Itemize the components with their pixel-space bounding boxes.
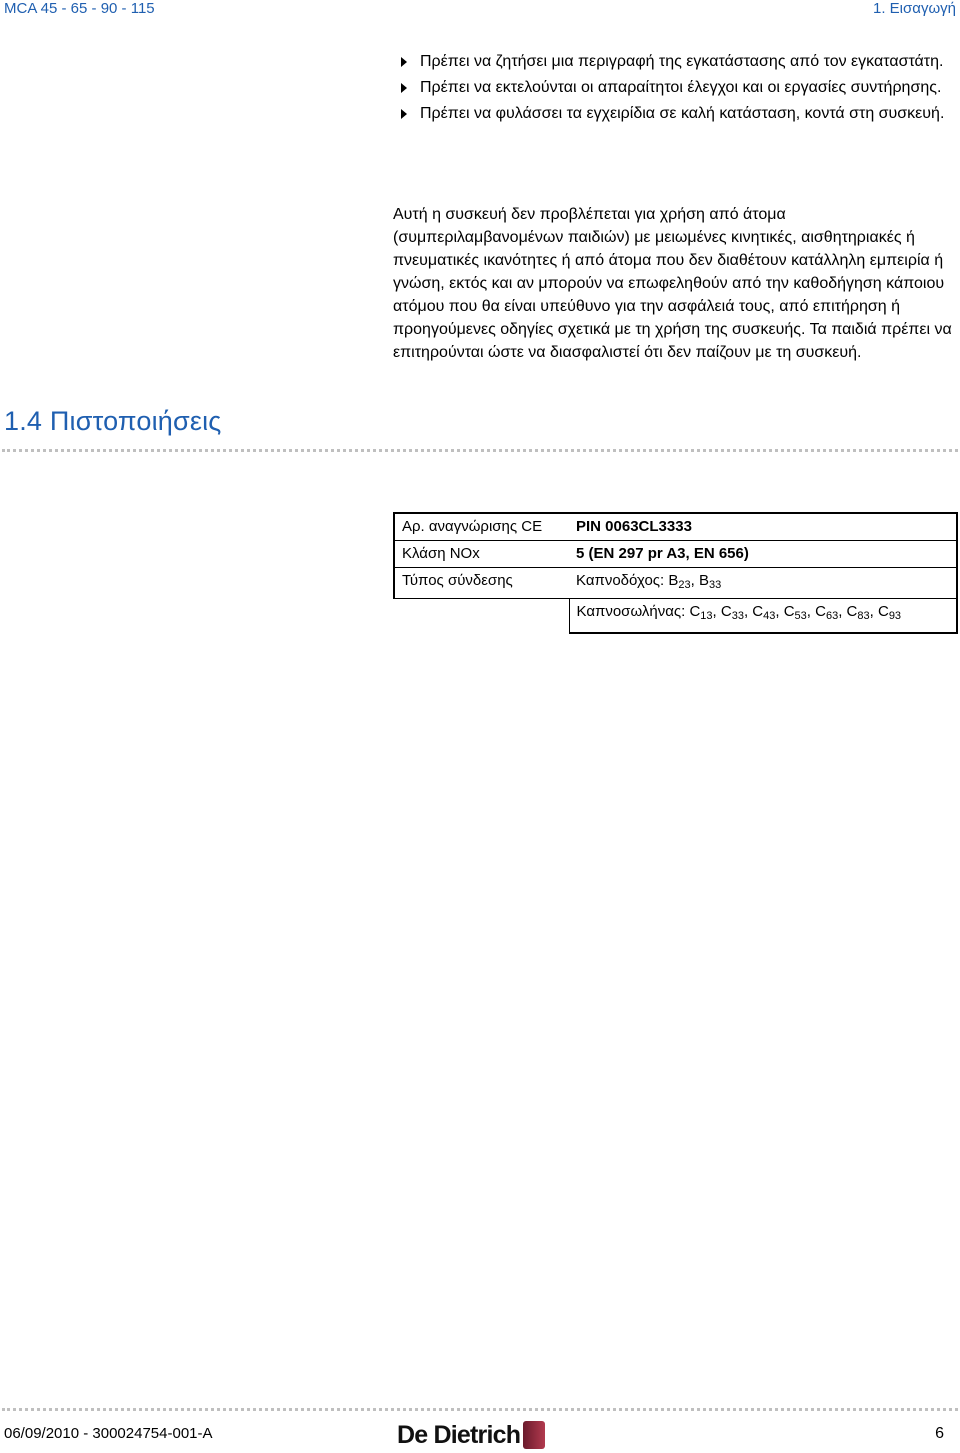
table-value: 5 (EN 297 pr A3, EN 656) — [569, 541, 957, 568]
bullet-arrow-icon — [401, 83, 407, 93]
section-divider — [2, 449, 958, 452]
logo-text: De Dietrich — [397, 1420, 521, 1449]
table-label: Τύπος σύνδεσης — [394, 568, 569, 599]
footer-divider — [2, 1408, 958, 1411]
bullet-text: Πρέπει να φυλάσσει τα εγχειρίδια σε καλή κατάσταση, κοντά στη συσκευή. — [420, 105, 945, 122]
list-item — [398, 76, 954, 99]
list-item — [398, 102, 954, 125]
table-value: PIN 0063CL3333 — [569, 513, 957, 541]
bullet-list — [398, 50, 954, 128]
page-number: 6 — [935, 1425, 944, 1442]
brand-logo — [397, 1418, 545, 1452]
table-value: Καπνοδόχος: $B_{23}$, $B_{33}$ — [569, 568, 957, 599]
table-row — [394, 568, 957, 599]
bullet-text: Πρέπει να ζητήσει μια περιγραφή της εγκατάστασης από τον εγκαταστάτη. — [420, 53, 944, 70]
header-chapter: 1. Εισαγωγή — [873, 0, 956, 17]
certification-table — [393, 512, 958, 634]
footer-doc-ref: 06/09/2010 - 300024754-001-A — [4, 1425, 213, 1442]
bullet-arrow-icon — [401, 57, 407, 67]
table-row — [394, 541, 957, 568]
table-value: Καπνοσωλήνας: $C_{13}$, $C_{33}$, $C_{43}$, $C_{53}$, $C_{63}$, $C_{83}$, $C_{93}$ — [569, 599, 957, 634]
section-title: 1.4 Πιστοποιήσεις — [4, 406, 222, 436]
table-row — [394, 599, 957, 634]
table-label: Κλάση NOx — [394, 541, 569, 568]
safety-paragraph: Αυτή η συσκευή δεν προβλέπεται για χρήση από άτομα (συμπεριλαμβανομένων παιδιών) με μειωμένες κινητικές, αισθητηριακές ή πνευματικές ικανότητες ή από άτομα που δεν διαθέτουν κατάλληλη εμπειρία ή γνώση, εκτός και αν μπορούν να επωφεληθούν από την καθοδήγηση κάποιου ατόμου που θα είναι υπεύθυνο για την ασφάλειά τους, από επιτήρηση ή προηγούμενες οδηγίες σχετικά με τη χρήση της συσκευής. Τα παιδιά πρέπει να επιτηρούνται ώστε να διασφαλιστεί ότι δεν παίζουν με τη συσκευή. — [393, 206, 952, 361]
bullet-text: Πρέπει να εκτελούνται οι απαραίτητοι έλεγχοι και οι εργασίες συντήρησης. — [420, 79, 942, 96]
logo-mark-icon — [523, 1421, 545, 1449]
table-label: Αρ. αναγνώρισης CE — [394, 513, 569, 541]
header-doc-model: MCA 45 - 65 - 90 - 115 — [4, 0, 155, 17]
list-item — [398, 50, 954, 73]
bullet-arrow-icon — [401, 109, 407, 119]
table-label — [394, 599, 569, 634]
table-row — [394, 513, 957, 541]
